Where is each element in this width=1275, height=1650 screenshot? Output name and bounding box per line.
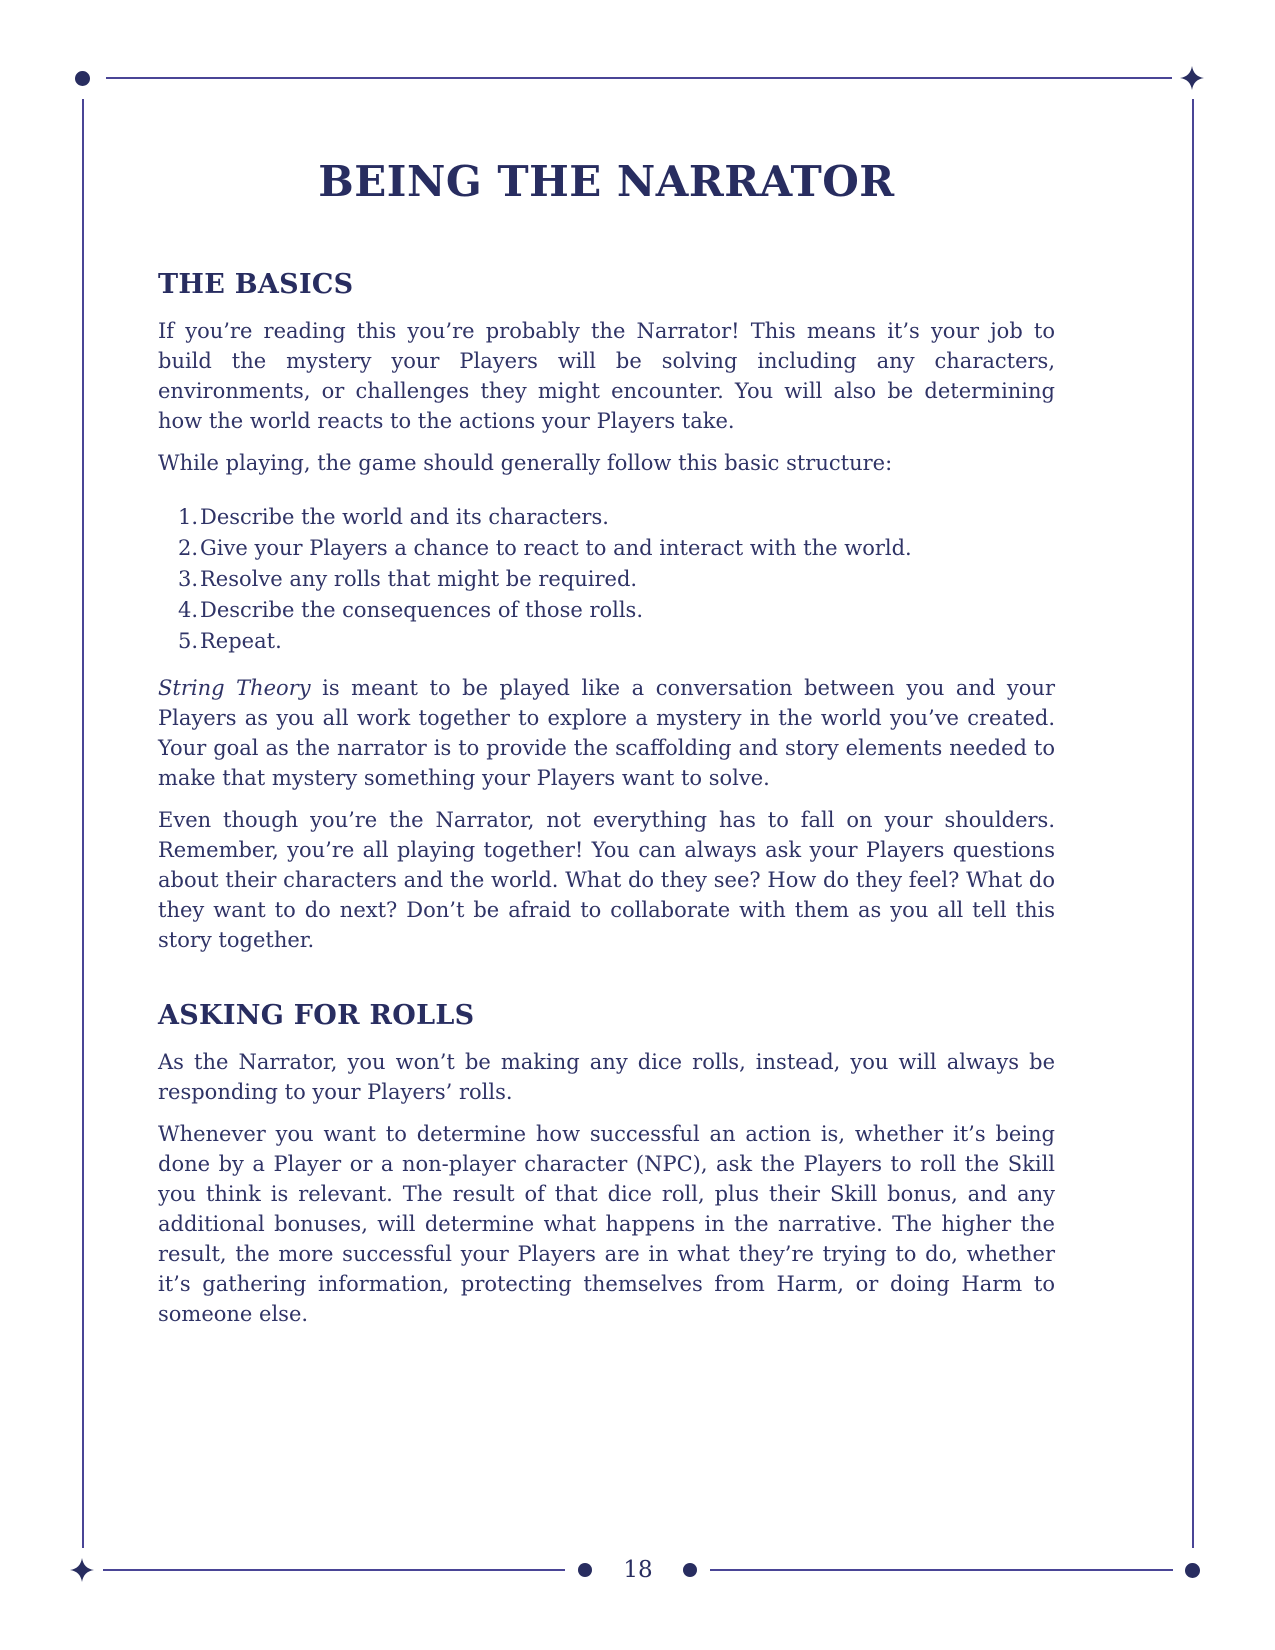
list-item-text: Describe the world and its characters. — [200, 505, 609, 529]
four-point-star-icon — [1180, 66, 1204, 90]
list-item — [158, 502, 1055, 533]
section-asking-for-rolls — [158, 999, 1055, 1329]
page-content — [158, 158, 1055, 1341]
page-title: BEING THE NARRATOR — [318, 157, 895, 206]
list-item — [158, 564, 1055, 595]
game-structure-list — [158, 502, 1055, 657]
game-title-italic: String Theory — [158, 676, 311, 700]
paragraph — [158, 673, 1055, 793]
four-point-star-icon — [70, 1558, 94, 1582]
paragraph: If you’re reading this you’re probably the Narrator! This means it’s your job to build the mystery your Players will be solving including any characters, environments, or challenges they might encounter. You will also be determining how the world reacts to the actions your Players take. — [158, 319, 1055, 433]
circle-ornament-icon — [1185, 1563, 1200, 1578]
frame-right-line — [1192, 99, 1194, 1548]
paragraph: While playing, the game should generally follow this basic structure: — [158, 451, 893, 475]
footer-dot-icon — [683, 1563, 697, 1577]
paragraph: Whenever you want to determine how successful an action is, whether it’s being done by a Player or a non-player character (NPC), ask the Players to roll the Skill you think is relevant. The result of that dice roll, plus their Skill bonus, and any additional bonuses, will determine what happens in the narrative. The higher the result, the more successful your Players are in what they’re trying to do, whether it’s gathering information, protecting themselves from Harm, or doing Harm to someone else. — [158, 1122, 1055, 1326]
list-item — [158, 626, 1055, 657]
footer-dot-icon — [578, 1563, 592, 1577]
page-number: 18 — [623, 1557, 653, 1583]
list-item-number: 3. — [178, 567, 199, 591]
section-heading: THE BASICS — [158, 269, 354, 300]
paragraph: As the Narrator, you won’t be making any dice rolls, instead, you will always be responding to your Players’ rolls. — [158, 1050, 1055, 1104]
list-item-text: Resolve any rolls that might be required. — [200, 567, 638, 591]
list-item-number: 5. — [178, 629, 199, 653]
frame-bottom-line-right — [710, 1569, 1173, 1571]
list-item-number: 4. — [178, 598, 199, 622]
list-item-text: Repeat. — [200, 629, 282, 653]
list-item-number: 2. — [178, 536, 199, 560]
list-item-text: Give your Players a chance to react to and interact with the world. — [200, 536, 912, 560]
list-item — [158, 595, 1055, 626]
list-item-text: Describe the consequences of those rolls. — [200, 598, 644, 622]
list-item — [158, 533, 1055, 564]
list-item-number: 1. — [178, 505, 199, 529]
frame-top-line — [106, 77, 1172, 79]
section-the-basics — [158, 268, 1055, 955]
paragraph-text: is meant to be played like a conversation between you and your Players as you all work together to explore a mystery in the world you’ve created. Your goal as the narrator is to provide the scaffolding and story elements needed to make that mystery something your Players want to solve. — [158, 676, 1055, 790]
paragraph: Even though you’re the Narrator, not everything has to fall on your shoulders. Remember, you’re all playing together! You can always ask your Players questions about their characters and the world. What do they see? How do they feel? What do they want to do next? Don’t be afraid to collaborate with them as you all tell this story together. — [158, 808, 1055, 952]
frame-left-line — [82, 99, 84, 1548]
circle-ornament-icon — [75, 71, 90, 86]
frame-bottom-line-left — [103, 1569, 565, 1571]
section-heading: ASKING FOR ROLLS — [158, 1000, 475, 1031]
